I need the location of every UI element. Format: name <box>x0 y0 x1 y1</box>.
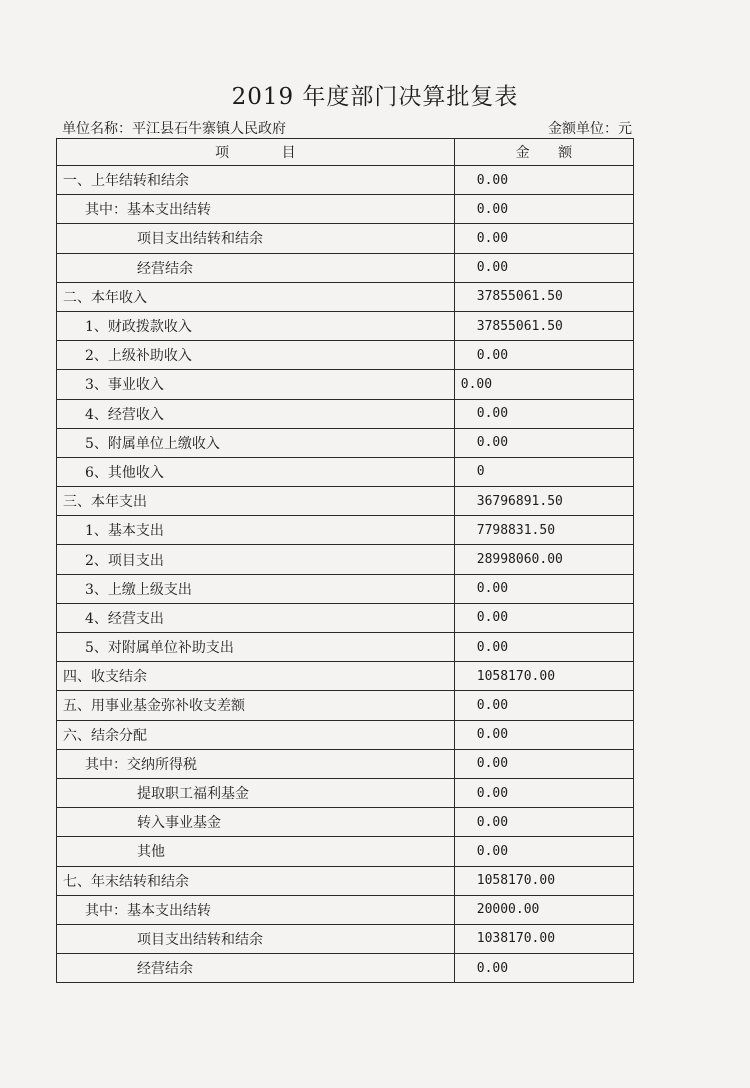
row-amount: 37855061.50 <box>454 311 633 340</box>
table-row <box>57 341 634 370</box>
table-row <box>57 662 634 691</box>
table-row <box>57 370 634 399</box>
row-amount: 0.00 <box>454 253 633 282</box>
row-label: 其中：基本支出结转 <box>57 195 455 224</box>
row-label: 3、事业收入 <box>57 370 455 399</box>
table-row <box>57 311 634 340</box>
row-amount: 7798831.50 <box>454 516 633 545</box>
table-row <box>57 633 634 662</box>
row-amount: 0.00 <box>454 341 633 370</box>
row-label: 1、财政拨款收入 <box>57 311 455 340</box>
row-label: 其中：交纳所得税 <box>57 749 455 778</box>
row-amount: 0.00 <box>454 370 633 399</box>
table-header-row <box>57 139 634 166</box>
table-row <box>57 457 634 486</box>
row-label: 其中：基本支出结转 <box>57 895 455 924</box>
row-amount: 0.00 <box>454 603 633 632</box>
row-amount: 1038170.00 <box>454 924 633 953</box>
table-row <box>57 574 634 603</box>
table-row <box>57 487 634 516</box>
table-row <box>57 224 634 253</box>
row-amount: 1058170.00 <box>454 866 633 895</box>
table-row <box>57 954 634 983</box>
row-label: 转入事业基金 <box>57 808 455 837</box>
row-amount: 0.00 <box>454 954 633 983</box>
table-row <box>57 837 634 866</box>
table-row <box>57 282 634 311</box>
row-label: 5、对附属单位补助支出 <box>57 633 455 662</box>
table-row <box>57 895 634 924</box>
header-amount: 金 额 <box>454 139 633 166</box>
table-row <box>57 195 634 224</box>
row-label: 其他 <box>57 837 455 866</box>
table-row <box>57 808 634 837</box>
row-amount: 0.00 <box>454 778 633 807</box>
row-label: 项目支出结转和结余 <box>57 224 455 253</box>
row-amount: 20000.00 <box>454 895 633 924</box>
table-row <box>57 399 634 428</box>
row-amount: 28998060.00 <box>454 545 633 574</box>
row-amount: 0.00 <box>454 399 633 428</box>
row-label: 2、上级补助收入 <box>57 341 455 370</box>
row-label: 一、上年结转和结余 <box>57 166 455 195</box>
unit-name-label: 单位名称：平江县石牛寨镇人民政府 <box>62 121 286 137</box>
table-row <box>57 603 634 632</box>
header-item: 项 目 <box>57 139 455 166</box>
row-amount: 0.00 <box>454 691 633 720</box>
row-amount: 1058170.00 <box>454 662 633 691</box>
row-label: 五、用事业基金弥补收支差额 <box>57 691 455 720</box>
row-amount: 0.00 <box>454 428 633 457</box>
table-row <box>57 924 634 953</box>
row-amount: 0.00 <box>454 166 633 195</box>
row-label: 1、基本支出 <box>57 516 455 545</box>
row-label: 四、收支结余 <box>57 662 455 691</box>
table-row <box>57 691 634 720</box>
row-label: 提取职工福利基金 <box>57 778 455 807</box>
table-row <box>57 516 634 545</box>
row-amount: 0.00 <box>454 633 633 662</box>
row-label: 3、上缴上级支出 <box>57 574 455 603</box>
row-label: 5、附属单位上缴收入 <box>57 428 455 457</box>
row-amount: 0.00 <box>454 749 633 778</box>
table-row <box>57 778 634 807</box>
row-amount: 0 <box>454 457 633 486</box>
row-label: 二、本年收入 <box>57 282 455 311</box>
row-amount: 0.00 <box>454 837 633 866</box>
table-row <box>57 545 634 574</box>
table-row <box>57 866 634 895</box>
approval-table <box>56 138 634 983</box>
row-label: 6、其他收入 <box>57 457 455 486</box>
row-label: 经营结余 <box>57 954 455 983</box>
row-label: 4、经营支出 <box>57 603 455 632</box>
table-row <box>57 428 634 457</box>
table-row <box>57 253 634 282</box>
row-amount: 0.00 <box>454 808 633 837</box>
row-label: 六、结余分配 <box>57 720 455 749</box>
row-amount: 0.00 <box>454 195 633 224</box>
currency-unit-label: 金额单位：元 <box>548 121 632 137</box>
page-title: 2019 年度部门决算批复表 <box>231 84 519 110</box>
table-row <box>57 720 634 749</box>
row-amount: 0.00 <box>454 224 633 253</box>
row-label: 三、本年支出 <box>57 487 455 516</box>
row-label: 2、项目支出 <box>57 545 455 574</box>
row-label: 七、年末结转和结余 <box>57 866 455 895</box>
row-label: 经营结余 <box>57 253 455 282</box>
row-amount: 0.00 <box>454 574 633 603</box>
row-amount: 0.00 <box>454 720 633 749</box>
table-row <box>57 166 634 195</box>
row-amount: 36796891.50 <box>454 487 633 516</box>
table-row <box>57 749 634 778</box>
row-label: 项目支出结转和结余 <box>57 924 455 953</box>
row-label: 4、经营收入 <box>57 399 455 428</box>
row-amount: 37855061.50 <box>454 282 633 311</box>
